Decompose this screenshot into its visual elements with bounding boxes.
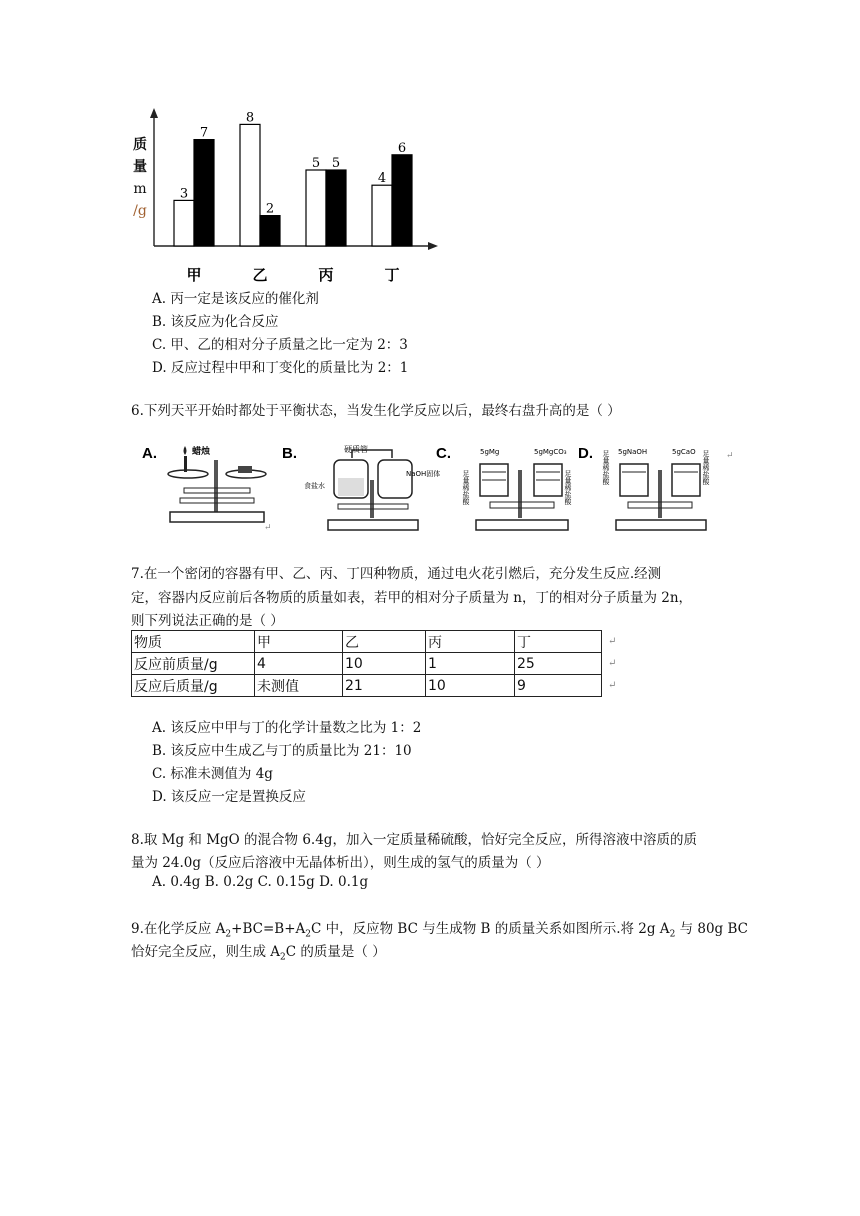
bar-chart — [128, 106, 448, 286]
bar — [326, 170, 346, 246]
data-label: 5 — [311, 156, 321, 171]
naoh-mass-label: 5gNaOH — [618, 448, 648, 456]
q5-option-b: B. 该反应为化合反应 — [152, 314, 279, 330]
subscript: 2 — [669, 929, 676, 940]
q6-question: 6.下列天平开始时都处于平衡状态，当发生化学反应以后，最终右盘升高的是（ ） — [131, 403, 621, 419]
data-label: 3 — [179, 186, 189, 202]
return-mark: ↵ — [264, 523, 272, 533]
table-cell: 丁 — [515, 631, 602, 653]
acid-label-right-d: 足量稀盐酸 — [702, 450, 710, 485]
y-axis-label-char: m — [133, 181, 147, 197]
q7-line-2: 定，容器内反应前后各物质的质量如表，若甲的相对分子质量为 n，丁的相对分子质量为 2n， — [131, 590, 693, 606]
q7-line-1: 7.在一个密闭的容器有甲、乙、丙、丁四种物质，通过电火花引燃后，充分发生反应.经测 — [131, 566, 662, 582]
bar — [260, 216, 280, 246]
data-label: 7 — [199, 125, 209, 141]
apparatus-a — [140, 440, 280, 539]
bar — [174, 200, 194, 246]
apparatus-b — [282, 440, 441, 539]
q9-text: +BC=B+A — [231, 921, 306, 937]
q8-options: A. 0.4g B. 0.2g C. 0.15g D. 0.1g — [152, 874, 369, 890]
apparatus-label-a: A. — [142, 445, 157, 462]
x-axis-arrow — [428, 242, 438, 250]
q9-text: C 的质量是（ ） — [285, 944, 386, 960]
y-axis-arrow — [150, 108, 158, 118]
acid-label-right: 足量稀盐酸 — [564, 470, 572, 505]
table-cell: 未测值 — [255, 675, 343, 697]
bar — [392, 155, 412, 246]
data-label: 6 — [397, 140, 407, 156]
table-cell: 4 — [255, 653, 343, 675]
q8-line-2: 量为 24.0g（反应后溶液中无晶体析出），则生成的氢气的质量为（ ） — [131, 855, 550, 871]
x-tick-label: 甲 — [186, 266, 202, 284]
bar — [240, 124, 260, 246]
data-label: 8 — [245, 110, 255, 126]
table-cell: 反应前质量/g — [132, 653, 255, 675]
apparatus-c — [436, 440, 586, 539]
table-cell: 10 — [426, 675, 515, 697]
salt-water-label: 食盐水 — [304, 482, 325, 490]
y-axis-label-char: 量 — [133, 159, 147, 175]
acid-label-left: 足量稀盐酸 — [462, 470, 470, 505]
q9-text: 恰好完全反应，则生成 A — [131, 944, 281, 960]
x-tick-label: 乙 — [252, 266, 268, 284]
y-axis-label-char: 质 — [133, 137, 147, 153]
table-cell: 10 — [343, 653, 426, 675]
bar — [372, 185, 392, 246]
table-cell: 甲 — [255, 631, 343, 653]
q7-option-a: A. 该反应中甲与丁的化学计量数之比为 1：2 — [152, 720, 422, 736]
q5-option-c: C. 甲、乙的相对分子质量之比一定为 2：3 — [152, 337, 408, 353]
table-cell: 21 — [343, 675, 426, 697]
subscript: 2 — [305, 929, 311, 940]
apparatus-label-c: C. — [436, 445, 451, 462]
cao-label: 5gCaO — [672, 448, 696, 456]
return-mark: ↵ — [608, 658, 617, 669]
return-mark: ↵ — [726, 451, 734, 461]
q7-option-c: C. 标准未测值为 4g — [152, 766, 273, 782]
table-cell: 1 — [426, 653, 515, 675]
q7-option-b: B. 该反应中生成乙与丁的质量比为 21：10 — [152, 743, 412, 759]
table-row — [132, 653, 602, 675]
q9-text: C 中，反应物 BC 与生成物 B 的质量关系如图所示.将 2g A — [311, 921, 670, 937]
y-axis-label — [130, 134, 150, 222]
tube-label: 硬质管 — [344, 445, 368, 454]
data-label: 2 — [265, 201, 275, 217]
table-header-row — [132, 631, 602, 653]
apparatus-label-b: B. — [282, 445, 297, 462]
return-mark: ↵ — [608, 636, 617, 647]
apparatus-d — [578, 440, 738, 539]
bar — [194, 140, 214, 246]
q9-line-1 — [131, 917, 748, 940]
acid-label-left-d: 足量稀盐酸 — [602, 450, 610, 485]
bar — [306, 170, 326, 246]
table-cell: 25 — [515, 653, 602, 675]
mg-label: 5gMg — [480, 448, 500, 456]
mgco3-label: 5gMgCO₃ — [534, 448, 567, 456]
data-label: 5 — [331, 156, 341, 171]
q9-text: 9.在化学反应 A — [131, 921, 226, 937]
candle-label: 蜡烛 — [192, 447, 211, 457]
return-mark: ↵ — [608, 680, 617, 691]
apparatus-label-d: D. — [578, 445, 593, 462]
data-label: 4 — [377, 171, 387, 187]
table-cell: 乙 — [343, 631, 426, 653]
subscript: 2 — [225, 929, 232, 940]
y-axis-label-char: /g — [133, 203, 147, 219]
naoh-label: NaOH固体 — [406, 470, 441, 478]
table-row — [132, 675, 602, 697]
q9-line-2 — [131, 940, 386, 963]
q7-line-3: 则下列说法正确的是（ ） — [131, 613, 284, 629]
table-cell: 丙 — [426, 631, 515, 653]
table-cell: 物质 — [132, 631, 255, 653]
subscript: 2 — [280, 952, 286, 963]
data-table — [131, 630, 602, 697]
q8-line-1: 8.取 Mg 和 MgO 的混合物 6.4g，加入一定质量稀硫酸，恰好完全反应，所得溶液中溶质的质 — [131, 832, 697, 848]
table-cell: 反应后质量/g — [132, 675, 255, 697]
q5-option-d: D. 反应过程中甲和丁变化的质量比为 2：1 — [152, 360, 409, 376]
q5-option-a: A. 丙一定是该反应的催化剂 — [152, 291, 319, 307]
x-tick-label: 丙 — [318, 266, 334, 284]
table-cell: 9 — [515, 675, 602, 697]
q7-option-d: D. 该反应一定是置换反应 — [152, 789, 306, 805]
x-tick-label: 丁 — [384, 266, 400, 284]
q9-text: 与 80g BC — [675, 921, 748, 937]
